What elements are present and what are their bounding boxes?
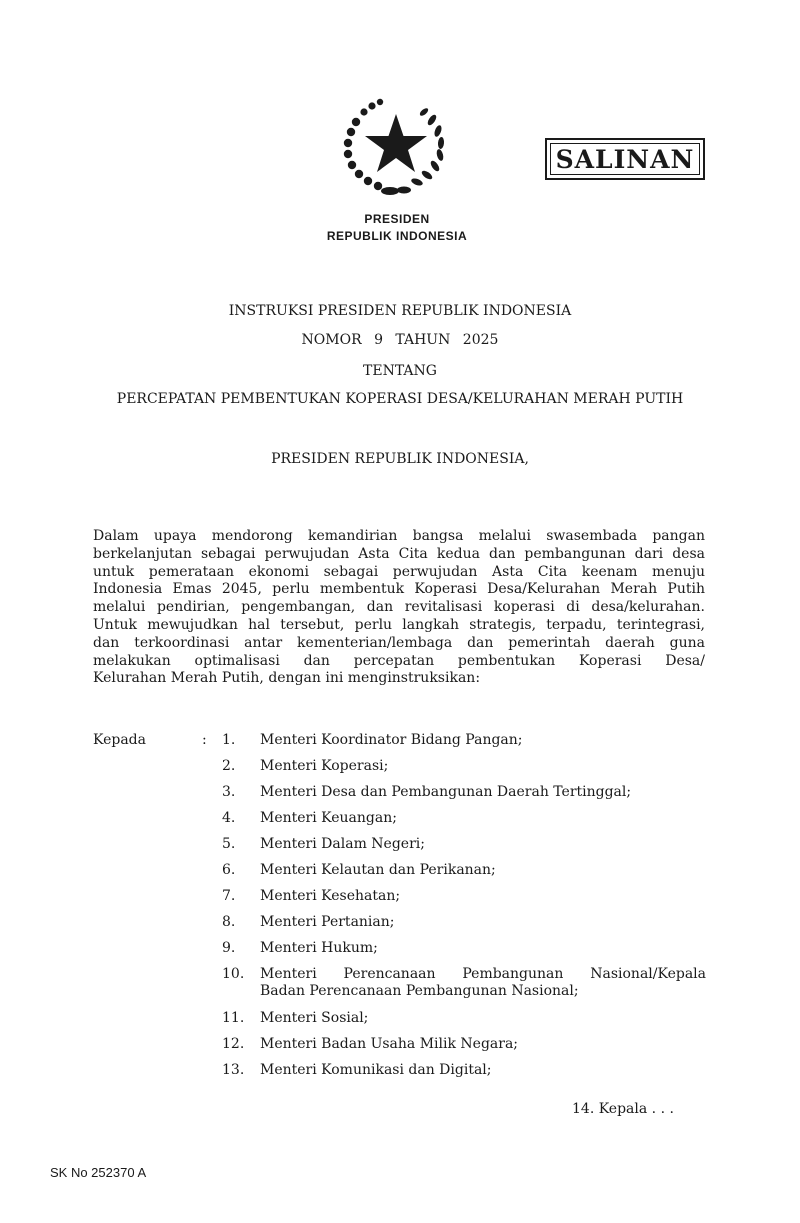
list-item-number: 5. [222, 836, 236, 852]
preamble-line: berkelanjutan sebagai perwujudan Asta Cita kedua dan pembangunan dari desa [93, 545, 705, 562]
preamble-line: Kelurahan Merah Putih, dengan ini menginstruksikan: [93, 670, 481, 687]
preamble-line: melakukan optimalisasi dan percepatan pembentukan Koperasi Desa/ [93, 652, 705, 669]
serial-number: SK No 252370 A [50, 1165, 147, 1180]
seal-line-president: PRESIDEN [364, 212, 430, 226]
next-page-catchword: 14. Kepala . . . [572, 1101, 674, 1117]
list-item-text: Menteri Keuangan; [260, 810, 397, 826]
list-item-text: Menteri Koperasi; [260, 758, 389, 774]
list-item-number: 11. [222, 1010, 245, 1026]
list-item-number: 3. [222, 784, 236, 800]
preamble-line: untuk pemerataan ekonomi sebagai perwujudan Asta Cita keenam menuju [93, 563, 705, 580]
list-item-text: Menteri Sosial; [260, 1010, 369, 1026]
document-number: NOMOR 9 TAHUN 2025 [301, 332, 499, 348]
salinan-stamp [545, 138, 705, 180]
list-item-text: Menteri Badan Usaha Milik Negara; [260, 1036, 519, 1052]
garuda-star-emblem-icon [334, 92, 454, 198]
list-item-text: Menteri Desa dan Pembangunan Daerah Tertinggal; [260, 784, 632, 800]
preamble-line: Dalam upaya mendorong kemandirian bangsa melalui swasembada pangan [93, 528, 705, 544]
document-about-label: TENTANG [363, 363, 437, 379]
seal-line-republic: REPUBLIK INDONESIA [326, 229, 468, 243]
preamble-line: melalui pendirian, pengembangan, dan revitalisasi koperasi di desa/kelurahan. [93, 599, 705, 616]
president-heading: PRESIDEN REPUBLIK INDONESIA, [271, 451, 529, 467]
list-item-number: 9. [222, 940, 236, 956]
preamble-line: Indonesia Emas 2045, perlu membentuk Koperasi Desa/Kelurahan Merah Putih [93, 581, 705, 598]
stamp-text: SALINAN [555, 144, 695, 174]
list-item-number: 2. [222, 758, 236, 774]
list-item-text: Menteri Hukum; [260, 940, 378, 956]
kepada-label: Kepada [93, 732, 146, 748]
list-item-number: 8. [222, 914, 236, 930]
list-item-number: 4. [222, 810, 236, 826]
list-item-text: Menteri Kelautan dan Perikanan; [260, 862, 496, 878]
list-item-text-line: Badan Perencanaan Pembangunan Nasional; [260, 983, 579, 999]
list-item-number: 1. [222, 732, 236, 748]
list-item-number: 6. [222, 862, 236, 878]
list-item-text: Menteri Dalam Negeri; [260, 836, 425, 852]
list-item-text: Menteri Kesehatan; [260, 888, 401, 904]
list-item-text: Menteri Komunikasi dan Digital; [260, 1062, 492, 1078]
preamble-paragraph [93, 528, 705, 688]
list-item [222, 966, 712, 1002]
preamble-line: dan terkoordinasi antar kementerian/lembaga dan pemerintah daerah guna [93, 634, 705, 651]
kepada-colon: : [202, 732, 207, 748]
list-item-text: Menteri Pertanian; [260, 914, 395, 930]
document-title: INSTRUKSI PRESIDEN REPUBLIK INDONESIA [228, 303, 572, 319]
list-item-number: 10. [222, 966, 245, 982]
list-item-text [260, 966, 706, 1000]
list-item-text-line: Menteri Perencanaan Pembangunan Nasional/Kepala [260, 966, 706, 982]
document-subject: PERCEPATAN PEMBENTUKAN KOPERASI DESA/KELURAHAN MERAH PUTIH [116, 391, 684, 407]
list-item-text: Menteri Koordinator Bidang Pangan; [260, 732, 523, 748]
list-item-number: 12. [222, 1036, 245, 1052]
list-item-number: 13. [222, 1062, 245, 1078]
preamble-line: Untuk mewujudkan hal tersebut, perlu langkah strategis, terpadu, terintegrasi, [93, 616, 705, 633]
list-item-number: 7. [222, 888, 236, 904]
